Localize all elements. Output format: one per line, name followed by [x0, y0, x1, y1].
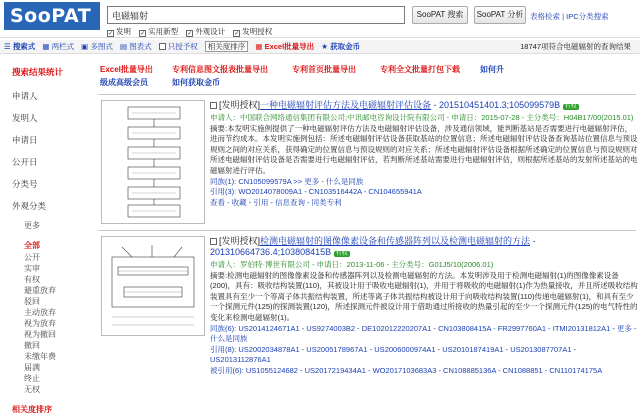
view-two-column[interactable]: ▦ 两栏式 [42, 42, 75, 51]
status-item[interactable]: 无权 [24, 385, 40, 394]
patent-thumbnail[interactable] [101, 100, 205, 224]
patent-thumbnail[interactable] [101, 236, 205, 336]
status-item[interactable]: 实审 [24, 264, 40, 273]
checkbox-icon[interactable] [159, 43, 166, 50]
sidebar-item-applicant[interactable]: 申请人 [12, 91, 38, 101]
sidebar-item-apply-date[interactable]: 申请日 [12, 135, 38, 145]
citation-row[interactable]: 引用(3): WO2014078009A1 - CN103516442A - CN104655941A [210, 187, 422, 197]
top-links[interactable]: 表格检索 | IPC分类搜索 [530, 12, 609, 21]
search-input[interactable]: 电磁辐射 [107, 6, 405, 24]
result-number[interactable]: - 201510451401.3;105099579B [431, 100, 561, 110]
status-item[interactable]: 公开 [24, 253, 40, 262]
status-item[interactable]: 驳回 [24, 297, 40, 306]
status-item[interactable]: 主动放弃 [24, 308, 56, 317]
result-title-row: [发明授权]一种电磁辐射评估方法及电磁辐射评估设备 - 201510451401.3;105099579B 有权 [210, 100, 638, 113]
check-design[interactable]: ✓ 外观设计 [187, 27, 226, 37]
sensor-drawing-icon [102, 237, 204, 335]
view-chart[interactable]: ▤ 图表式 [119, 42, 152, 51]
sidebar-item-classification[interactable]: 分类号 [12, 179, 38, 189]
checkbox-icon[interactable] [210, 238, 217, 245]
cited-by-row[interactable]: 被引用(6): US1055124682 - US2017219434A1 - WO2017103683A3 - CN108885136A - CN1088851 - CN110174175A [210, 365, 603, 375]
family-row[interactable]: 同族(6): US2014124671A1 - US9274003B2 - DE102012220207A1 - CN103808415A - FR2997760A1 - ITMI20131812A1 - 更多 - 什么是同族 [210, 323, 637, 344]
type-checkboxes [107, 26, 278, 37]
excel-batch-export[interactable]: Excel批量导出 [100, 65, 153, 74]
result-item [210, 100, 638, 208]
status-item[interactable]: 避重放弃 [24, 286, 56, 295]
header [0, 0, 640, 38]
divider [98, 230, 636, 231]
result-meta: 申请人：罗伯特·博世有限公司 - 申请日：2013-11-06 - 主分类号：G01J5/10(2006.01) [210, 260, 494, 269]
gold-howto-link[interactable]: 如何获取金币 [172, 78, 220, 87]
analysis-button[interactable]: SooPAT 分析 [474, 6, 526, 24]
status-badge: 有权 [564, 104, 577, 110]
actions-row[interactable]: 查看 - 收藏 - 引用 - 信息查询 - 同类专利 [210, 197, 342, 207]
sort-select[interactable]: 相关度排序 [205, 41, 249, 52]
excel-export-link[interactable]: ▦ Excel批量导出 [255, 42, 315, 51]
result-abstract: 摘要:检测电磁辐射的图像像素设备和传感器阵列以及检测电磁辐射的方法。本发明涉及用于检测电磁辐射(1)的图像像素设备(200)，具有：吸收结构装置(110)，其被设计用于吸收电磁辐射(1)，并用于将吸收的电磁辐射(1)作为热量接收，并且所述吸收结构装置具有至少一个等离子体共振结构装置，所述等离子体共振结构被设计用于向吸收结构装置(110)传递电磁辐射(1)，和具有至少一个探测元件(125)的探测装置(120)，所述探测元件被设计用于借助通过所接收的热量引起的至少一个探测元件(125)的电气特性的变化来检测电磁辐射(1)。 [210, 270, 638, 322]
check-granted[interactable]: ✓ 发明授权 [234, 27, 273, 37]
result-meta: 申请人：中国联合网络通信集团有限公司;中讯邮电咨询设计院有限公司 - 申请日：2015-07-28 - 主分类号：H04B17/00(2015.01) [210, 113, 634, 122]
sidebar-title: 搜索结果统计 [12, 67, 64, 77]
check-utility[interactable]: ✓ 实用新型 [140, 27, 179, 37]
status-item[interactable]: 视为放弃 [24, 319, 56, 328]
search-button[interactable]: SooPAT 搜索 [412, 6, 468, 24]
family-row[interactable]: 同族(1): CN105099579A >> 更多 - 什么是同族 [210, 176, 364, 186]
soopat-logo[interactable]: SooPAT [4, 2, 100, 30]
checkbox-icon[interactable]: ✓ [187, 31, 193, 37]
checkbox-icon[interactable]: ✓ [140, 31, 146, 37]
result-count: 18747项符合电磁辐射的查询结果 [520, 42, 631, 51]
result-item [210, 236, 638, 377]
upgrade-link[interactable]: 如何升 [480, 65, 504, 74]
status-item[interactable]: 有权 [24, 275, 40, 284]
fulltext-batch-download[interactable]: 专利全文批量打包下载 [380, 65, 460, 74]
status-item[interactable]: 视为撤回 [24, 330, 56, 339]
citation-row[interactable]: 引用(8): US2002034878A1 - US2005178967A1 - US2006000974A1 - US2010187419A1 - US2013087707A1 - US2013112876A1 [210, 344, 577, 365]
checkbox-icon[interactable]: ✓ [108, 31, 114, 37]
sidebar-item-publish-date[interactable]: 公开日 [12, 157, 38, 167]
status-item[interactable]: 届满 [24, 363, 40, 372]
report-batch-export[interactable]: 专利信息图文报表批量导出 [172, 65, 268, 74]
status-badge: 有权 [335, 251, 348, 257]
result-abstract: 摘要:本发明实施例提供了一种电磁辐射评估方法及电磁辐射评估设备，涉及通信领域，能判断基站是否需要进行电磁辐射评估，进而节约成本。本发明实施例包括：所述电磁辐射评估设备获取基站的位置信息；所述电磁辐射评估设备查询基站位置信息与预设规则之间的对应关系，获得确定的位置信息与预设规则的对应关系；所述电磁辐射评估设备根据所述确定的位置信息与预设规则对所述电磁辐射评估设备是否需要进行电磁辐射评估，若判断所述基站需要进行电磁辐射评估，则根据所述基站的发射所述基站的电磁辐射进行评估。 [210, 123, 638, 175]
status-item[interactable]: 撤回 [24, 341, 40, 350]
result-title-row: [发明授权]检测电磁辐射的图像像素设备和传感器阵列以及检测电磁辐射的方法 - 201310664736.4;103808415B 有权 [210, 236, 536, 257]
check-invention[interactable]: ✓ 发明 [108, 27, 131, 37]
upgrade-link-cont[interactable]: 级成高级会员 [100, 78, 148, 87]
sidebar-item-inventor[interactable]: 发明人 [12, 113, 38, 123]
checkbox-icon[interactable] [210, 102, 217, 109]
sidebar [0, 56, 96, 413]
view-search[interactable]: ☰ 搜索式 [4, 42, 36, 51]
sidebar-item-more[interactable]: 更多 [24, 221, 40, 230]
result-title-link[interactable]: 一种电磁辐射评估方法及电磁辐射评估设备 [260, 100, 432, 110]
result-number[interactable]: - 201310664736.4;103808415B [210, 236, 536, 257]
sidebar-sort-title: 相关度排序 [12, 405, 52, 414]
filter-granted[interactable]: 只授予权 [159, 42, 198, 51]
result-title-link[interactable]: 检测电磁辐射的图像像素设备和传感器阵列以及检测电磁辐射的方法 [260, 236, 531, 246]
frontpage-batch-export[interactable]: 专利首页批量导出 [292, 65, 356, 74]
flowchart-drawing-icon [102, 101, 204, 223]
sidebar-item-design-class[interactable]: 外观分类 [12, 201, 47, 211]
view-toolbar [0, 40, 640, 54]
status-item[interactable]: 未缴年费 [24, 352, 56, 361]
status-all[interactable]: 全部 [24, 241, 40, 250]
view-multi-image[interactable]: ▣ 多图式 [81, 42, 113, 51]
status-item[interactable]: 终止 [24, 374, 40, 383]
gold-coin-link[interactable]: ★ 获取金币 [321, 42, 361, 51]
divider [98, 94, 636, 95]
checkbox-icon[interactable]: ✓ [234, 31, 240, 37]
